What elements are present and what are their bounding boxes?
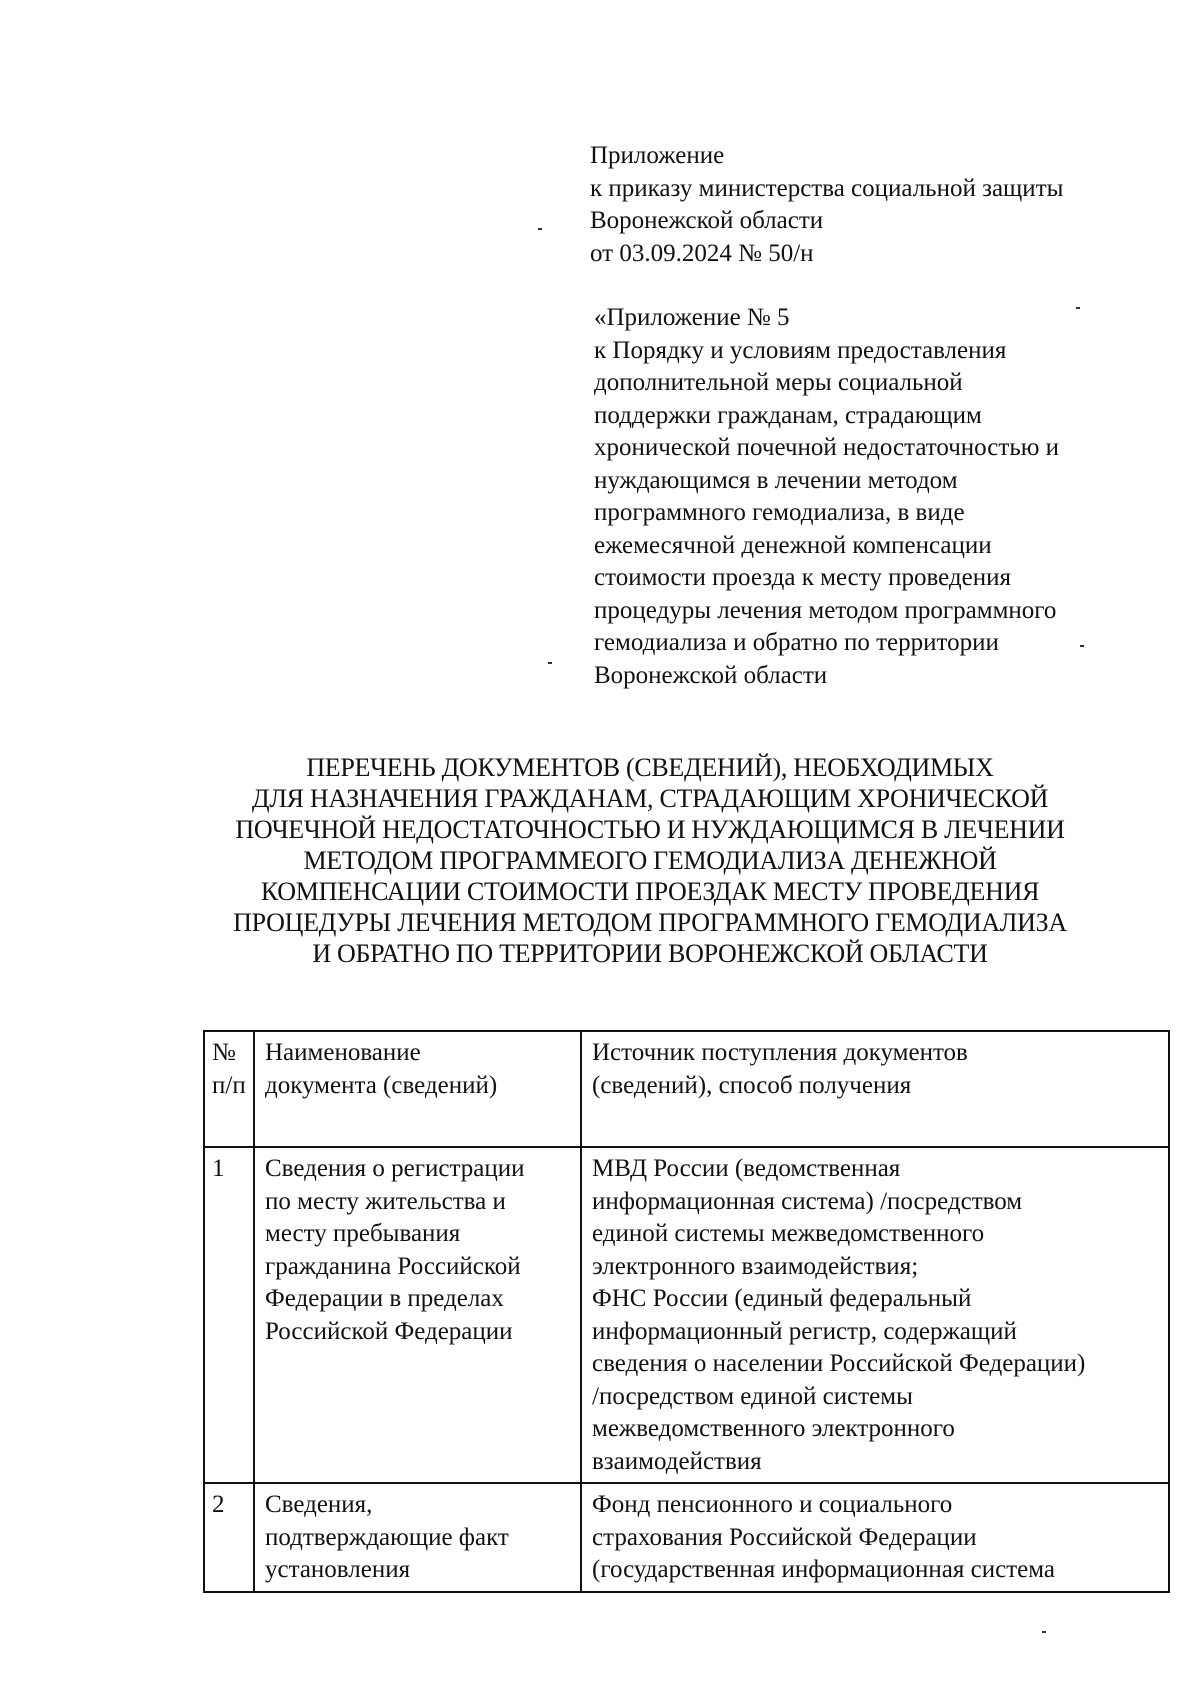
procedure-line: процедуры лечения методом программного	[594, 596, 1057, 624]
column-header-document: Наименование документа (сведений)	[254, 1031, 581, 1147]
procedure-line: к Порядку и условиям предоставления	[594, 336, 1007, 364]
document-name-cell: Сведения о регистрации по месту жительства и месту пребывания гражданина Российской Федерации в пределах Российской Федерации	[254, 1147, 581, 1483]
procedure-line: стоимости проезда к месту проведения	[594, 564, 1011, 591]
procedure-line: программного гемодиализа, в виде	[594, 499, 965, 526]
source-cell: Фонд пенсионного и социального страхования Российской Федерации (государственная информационная система	[581, 1483, 1169, 1592]
table-row	[204, 1483, 1169, 1592]
column-header-source: Источник поступления документов (сведений), способ получения	[581, 1031, 1169, 1147]
row-number: 1	[204, 1147, 254, 1483]
scan-speck	[548, 662, 552, 664]
procedure-reference	[590, 302, 1150, 692]
procedure-line: дополнительной меры социальной	[594, 369, 963, 396]
scan-speck	[1042, 1631, 1046, 1633]
title-line: И ОБРАТНО ПО ТЕРРИТОРИИ ВОРОНЕЖСКОЙ ОБЛАСТИ	[312, 939, 988, 968]
appendix-line: от 03.09.2024 № 50/н	[590, 239, 814, 267]
source-cell: МВД России (ведомственная информационная система) /посредством единой системы межведомственного электронного взаимодействия; ФНС России (единый федеральный информационный регистр, содержащий сведения о населении Российской Федерации) /посредством единой системы межведомственного электронного взаимодействия	[581, 1147, 1169, 1483]
scan-speck	[538, 228, 542, 230]
title-line: ПОЧЕЧНОЙ НЕДОСТАТОЧНОСТЬЮ И НУЖДАЮЩИМСЯ В ЛЕЧЕНИИ	[235, 815, 1065, 844]
procedure-line: Воронежской области	[594, 661, 828, 689]
column-header-number: № п/п	[204, 1031, 254, 1147]
procedure-line: ежемесячной денежной компенсации	[594, 531, 992, 559]
documents-table	[203, 1030, 1170, 1593]
table-row	[204, 1147, 1169, 1483]
title-line: МЕТОДОМ ПРОГРАММЕОГО ГЕМОДИАЛИЗА ДЕНЕЖНОЙ	[303, 846, 997, 875]
table-header-row	[204, 1031, 1169, 1147]
appendix-line: Приложение	[590, 142, 725, 169]
title-line: ДЛЯ НАЗНАЧЕНИЯ ГРАЖДАНАМ, СТРАДАЮЩИМ ХРОНИЧЕСКОЙ	[251, 784, 1049, 813]
title-line: ПРОЦЕДУРЫ ЛЕЧЕНИЯ МЕТОДОМ ПРОГРАММНОГО ГЕМОДИАЛИЗА	[233, 908, 1067, 937]
title-line: КОМПЕНСАЦИИ СТОИМОСТИ ПРОЕЗДАК МЕСТУ ПРОВЕДЕНИЯ	[260, 877, 1040, 906]
scan-speck	[1080, 645, 1084, 647]
procedure-line: нуждающимся в лечении методом	[594, 466, 958, 494]
spacer	[590, 270, 1150, 302]
procedure-line: гемодиализа и обратно по территории	[594, 629, 999, 656]
appendix-line: к приказу министерства социальной защиты	[590, 174, 1064, 202]
appendix-block	[590, 140, 1150, 692]
procedure-line: хронической почечной недостаточностью и	[594, 434, 1060, 461]
procedure-line: «Приложение № 5	[594, 304, 790, 331]
appendix-line: Воронежской области	[590, 207, 824, 234]
order-reference	[590, 140, 1150, 270]
row-number: 2	[204, 1483, 254, 1592]
document-title	[150, 752, 1150, 969]
scan-speck	[1076, 307, 1080, 309]
title-line: ПЕРЕЧЕНЬ ДОКУМЕНТОВ (СВЕДЕНИЙ), НЕОБХОДИМЫХ	[306, 753, 994, 782]
document-name-cell: Сведения, подтверждающие факт установления	[254, 1483, 581, 1592]
procedure-line: поддержки гражданам, страдающим	[594, 401, 982, 429]
